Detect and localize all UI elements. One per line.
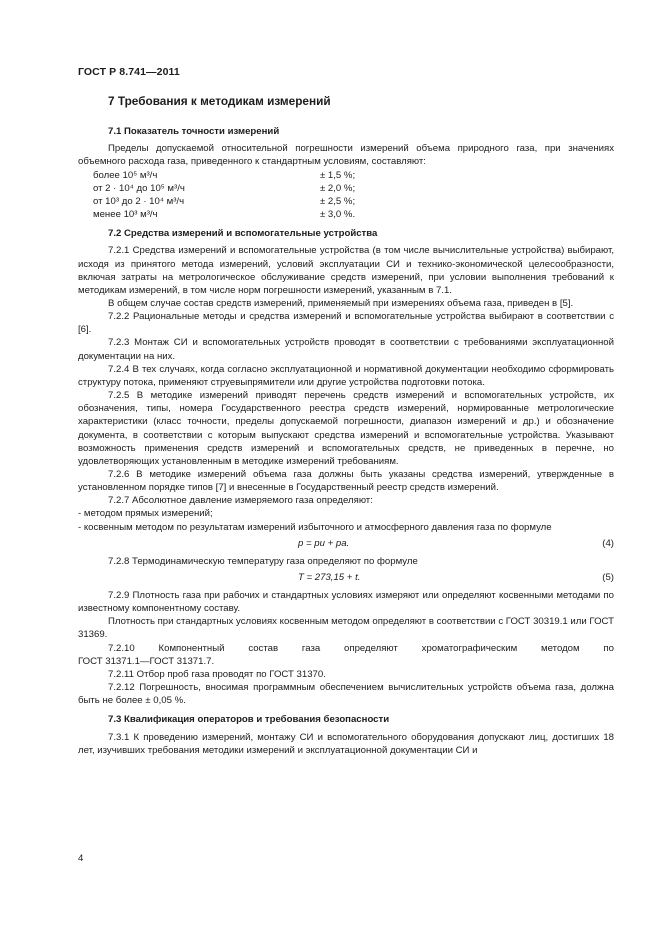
range-row (78, 195, 614, 208)
paragraph-7-2-7: 7.2.7 Абсолютное давление измеряемого газа определяют: (108, 495, 373, 507)
range-label: от 2 · 10⁴ до 10⁵ м³/ч (93, 182, 185, 194)
paragraph-7-2-2: 7.2.2 Рациональные методы и средства измерений и вспомогательные устройства выбирают в соответствии с [6]. (78, 311, 614, 336)
paragraph-7-3-1: 7.3.1 К проведению измерений, монтажу СИ и вспомогательного оборудования допускают лиц, достигших 18 лет, изучивших требования методики измерений и эксплуатационной документации СИ и (78, 731, 614, 756)
paragraph-7-2-10: 7.2.10 Компонентный состав газа определяют хроматографическим методом по (108, 642, 614, 654)
equation-5 (78, 571, 614, 585)
range-label: от 10³ до 2 · 10⁴ м³/ч (93, 195, 185, 207)
paragraph-7-2-5: 7.2.5 В методике измерений приводят перечень средств измерений и вспомогательных устройств, их обозначения, типы, номера Государственного реестра средств измерений, нормированные метрологические характеристики (класс точности, пределы допускаемой погрешности, диапазон измерений и др.) и обозначение документа, в соответствии с которым выпускают средства измерений и вспомогательные устройства. Указывают возможность применения средств измерений и вспомогательных средств, не приведенных в перечне, но удовлетворяющих установленным в методике измерений требованиям. (78, 390, 614, 467)
subsection-7-3-title: 7.3 Квалификация операторов и требования безопасности (108, 714, 390, 726)
paragraph-7-2-1: 7.2.1 Средства измерений и вспомогательные устройства (в том числе вычислительные устройства) выбирают, исходя из принятого метода измерений, условий эксплуатации СИ и технико-экономической целесообразности, включая затраты на метрологическое обслуживание средств измерений, при условии выполнения требований к методикам измерений, в том числе норм погрешности измерений, указанным в 7.1. (78, 245, 614, 296)
equation-4-number: (4) (602, 537, 614, 549)
range-row (78, 169, 614, 182)
paragraph-7-2-11: 7.2.11 Отбор проб газа проводят по ГОСТ 31370. (108, 668, 326, 680)
range-value: ± 2,0 %; (320, 182, 356, 194)
equation-4-formula: p = pи + pа. (298, 537, 350, 549)
range-value: ± 1,5 %; (320, 169, 356, 181)
paragraph-7-2-9-cont: Плотность при стандартных условиях косвенным методом определяют в соответствии с ГОСТ 30319.1 или ГОСТ 31369. (78, 616, 614, 641)
paragraph-7-2-10-cont: ГОСТ 31371.1—ГОСТ 31371.7. (78, 655, 215, 667)
paragraph-7-2-12: 7.2.12 Погрешность, вносимая программным обеспечением вычислительных устройств объема газа, должна быть не более ± 0,05 %. (78, 682, 614, 707)
paragraph-7-2-3: 7.2.3 Монтаж СИ и вспомогательных устройств проводят в соответствии с требованиями эксплуатационной документации на них. (78, 337, 614, 362)
subsection-7-1-title: 7.1 Показатель точности измерений (108, 126, 280, 138)
page-number: 4 (78, 853, 84, 864)
range-value: ± 3,0 %. (320, 209, 356, 221)
section-title: 7 Требования к методикам измерений (108, 94, 331, 108)
document-header: ГОСТ Р 8.741—2011 (78, 66, 180, 78)
range-row (78, 208, 614, 221)
paragraph-7-2-4: 7.2.4 В тех случаях, когда согласно эксплуатационной и нормативной документации необходимо сформировать структуру потока, применяют струевыпрямители или другие устройства подготовки потока. (78, 363, 614, 388)
list-item-direct-method: - методом прямых измерений; (78, 508, 213, 520)
list-item-indirect-method: - косвенным методом по результатам измерений избыточного и атмосферного давления газа по формуле (78, 521, 552, 533)
subsection-7-2-title: 7.2 Средства измерений и вспомогательные устройства (108, 228, 378, 240)
equation-4 (78, 537, 614, 551)
equation-5-number: (5) (602, 571, 614, 583)
paragraph-7-2-1-cont: В общем случае состав средств измерений, применяемый при измерениях объема газа, приведен в [5]. (108, 297, 574, 309)
range-row (78, 182, 614, 195)
equation-5-formula: T = 273,15 + t. (298, 571, 361, 583)
paragraph-7-2-6: 7.2.6 В методике измерений объема газа должны быть указаны средства измерений, утвержденные в установленном порядке типов [7] и внесенные в Государственный реестр средств измерений. (78, 469, 614, 494)
paragraph-7-2-8: 7.2.8 Термодинамическую температуру газа определяют по формуле (108, 555, 418, 567)
paragraph-7-1-intro: Пределы допускаемой относительной погрешности измерений объема природного газа, при значениях объемного расхода газа, приведенного к стандартным условиям, составляют: (78, 143, 614, 168)
document-body (78, 95, 614, 757)
range-label: более 10⁵ м³/ч (93, 169, 158, 181)
range-value: ± 2,5 %; (320, 195, 356, 207)
paragraph-7-2-9: 7.2.9 Плотность газа при рабочих и стандартных условиях измеряют или определяют косвенными методами по известному компонентному составу. (78, 589, 614, 615)
range-label: менее 10³ м³/ч (93, 209, 158, 221)
